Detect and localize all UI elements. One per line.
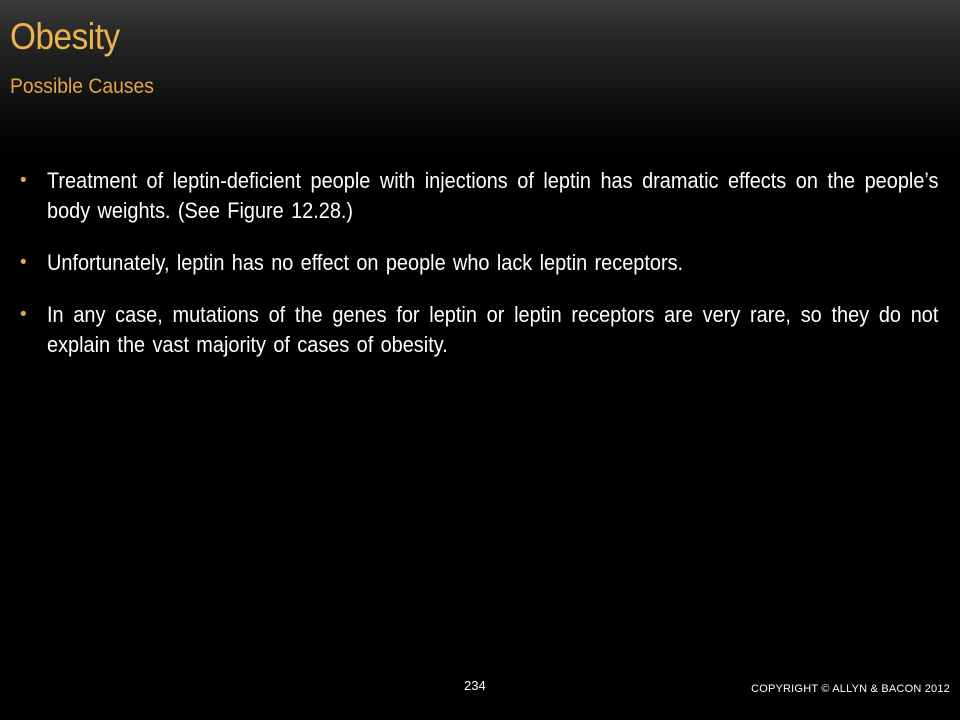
bullet-marker: • bbox=[20, 252, 27, 273]
bullet-list bbox=[20, 166, 956, 382]
bullet-text: Treatment of leptin-deficient people with injections of leptin has dramatic effects on the people’s body weights. (See Figure 12.28.) bbox=[47, 168, 939, 223]
bullet-item bbox=[20, 248, 956, 278]
bullet-text: In any case, mutations of the genes for leptin or leptin receptors are very rare, so they do not explain the vast majority of cases of obesity. bbox=[47, 302, 939, 357]
bullet-marker: • bbox=[20, 170, 27, 191]
slide-title: Obesity bbox=[10, 16, 120, 57]
bullet-item bbox=[20, 166, 956, 226]
bullet-text: Unfortunately, leptin has no effect on people who lack leptin receptors. bbox=[47, 250, 684, 275]
bullet-item bbox=[20, 300, 956, 360]
slide-subtitle: Possible Causes bbox=[10, 75, 154, 98]
page-number: 234 bbox=[464, 678, 486, 693]
copyright-notice: COPYRIGHT © ALLYN & BACON 2012 bbox=[751, 683, 950, 695]
bullet-marker: • bbox=[20, 304, 27, 325]
